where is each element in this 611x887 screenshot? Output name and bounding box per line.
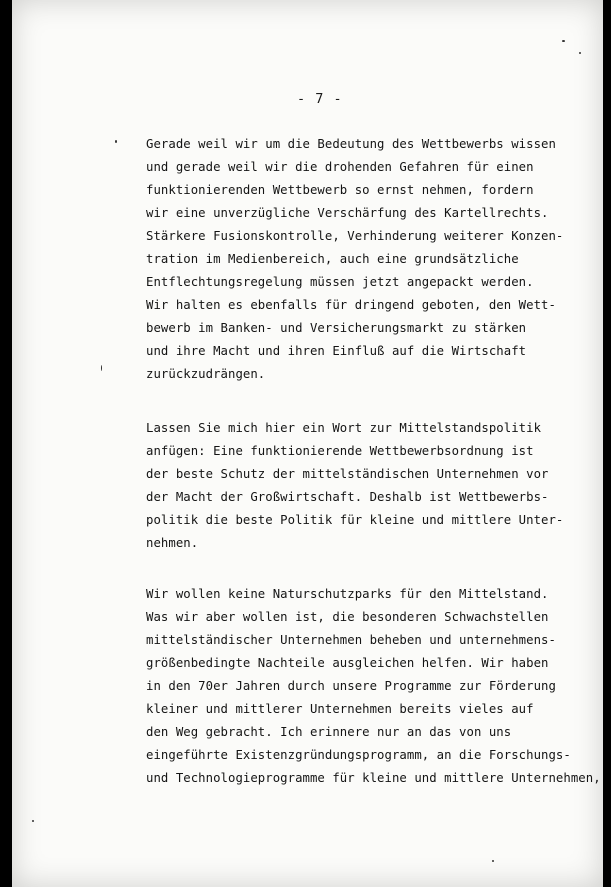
text-line: Lassen Sie mich hier ein Wort zur Mittelstandspolitik <box>146 421 542 435</box>
text-line: nehmen. <box>146 536 199 550</box>
text-line: funktionierenden Wettbewerb so ernst nehmen, fordern <box>146 183 534 197</box>
text-line: größenbedingte Nachteile ausgleichen helfen. Wir haben <box>146 656 549 670</box>
text-line: und Technologieprogramme für kleine und mittlere Unternehmen, <box>146 771 601 785</box>
text-line: und gerade weil wir die drohenden Gefahren für einen <box>146 160 534 174</box>
text-line: bewerb im Banken- und Versicherungsmarkt zu stärken <box>146 321 527 335</box>
text-line: kleiner und mittlerer Unternehmen bereits vieles auf <box>146 702 534 716</box>
scan-speck <box>101 365 102 371</box>
text-line: Was wir aber wollen ist, die besonderen Schwachstellen <box>146 610 549 624</box>
text-line: in den 70er Jahren durch unsere Programme zur Förderung <box>146 679 556 693</box>
scan-speck <box>115 140 117 143</box>
text-line: politik die beste Politik für kleine und mittlere Unter- <box>146 513 564 527</box>
text-line: eingeführte Existenzgründungsprogramm, an die Forschungs- <box>146 748 571 762</box>
text-line: tration im Medienbereich, auch eine grundsätzliche <box>146 252 519 266</box>
text-line: Stärkere Fusionskontrolle, Verhinderung weiterer Konzen- <box>146 229 564 243</box>
text-line: Wir halten es ebenfalls für dringend geboten, den Wett- <box>146 298 556 312</box>
text-line: der Macht der Großwirtschaft. Deshalb ist Wettbewerbs- <box>146 490 549 504</box>
text-line: Gerade weil wir um die Bedeutung des Wettbewerbs wissen <box>146 137 556 151</box>
text-line: den Weg gebracht. Ich erinnere nur an das von uns <box>146 725 512 739</box>
scan-speck <box>32 820 34 822</box>
text-line: Wir wollen keine Naturschutzparks für den Mittelstand. <box>146 587 549 601</box>
text-line: mittelständischer Unternehmen beheben und unternehmens- <box>146 633 556 647</box>
scan-speck <box>562 40 565 42</box>
text-line: der beste Schutz der mittelständischen Unternehmen vor <box>146 467 549 481</box>
page-number: - 7 - <box>297 91 343 107</box>
text-line: anfügen: Eine funktionierende Wettbewerbsordnung ist <box>146 444 534 458</box>
text-line: wir eine unverzügliche Verschärfung des Kartellrechts. <box>146 206 549 220</box>
text-line: Entflechtungsregelung müssen jetzt angepackt werden. <box>146 275 534 289</box>
scan-speck <box>579 52 581 54</box>
document-page <box>12 0 603 887</box>
text-line: zurückzudrängen. <box>146 367 266 381</box>
text-line: und ihre Macht und ihren Einfluß auf die Wirtschaft <box>146 344 527 358</box>
scan-speck <box>492 860 494 862</box>
